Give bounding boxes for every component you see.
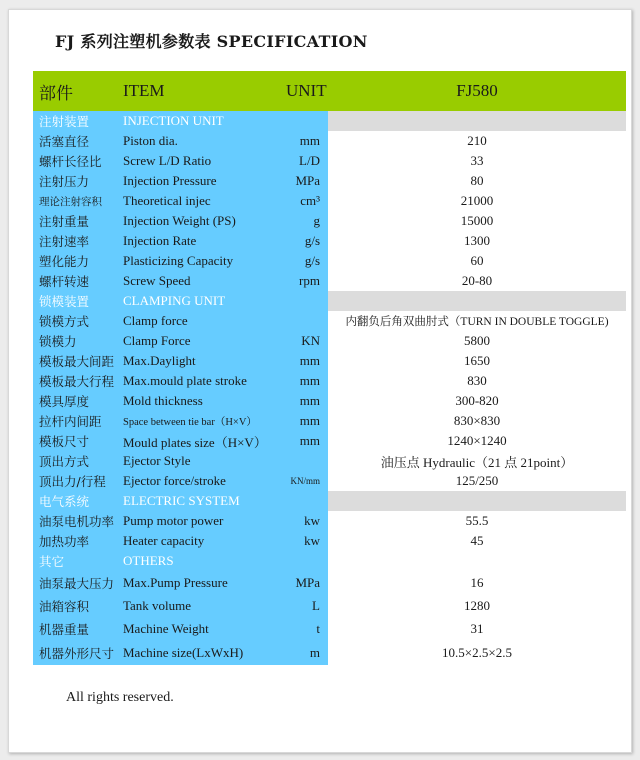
param-value: 1240×1240 [447, 433, 507, 448]
footer-note: All rights reserved. [66, 690, 174, 705]
param-name-en: Injection Rate [117, 231, 280, 251]
param-value: 80 [470, 173, 484, 188]
table-row [33, 431, 626, 451]
param-name-cn: 注射压力 [33, 171, 117, 191]
section-value-cell [328, 111, 626, 131]
param-unit: rpm [280, 271, 328, 291]
table-row [33, 211, 626, 231]
table-row [33, 391, 626, 411]
table-row [33, 231, 626, 251]
param-value: 21000 [460, 193, 494, 208]
param-value: 210 [467, 133, 487, 148]
param-name-en: Clamp Force [117, 331, 280, 351]
param-value: 内翻负后角双曲肘式（TURN IN DOUBLE TOGGLE) [345, 316, 609, 328]
param-unit: kw [280, 531, 328, 551]
param-unit: KN/mm [280, 471, 328, 491]
spec-card [8, 9, 632, 753]
param-unit: L [280, 594, 328, 617]
section-label-cn: 其它 [33, 551, 117, 571]
section-row [33, 291, 626, 311]
param-value: 300-820 [455, 393, 499, 408]
section-label-cn: 注射装置 [33, 111, 117, 131]
param-name-cn: 塑化能力 [33, 251, 117, 271]
table-row [33, 531, 626, 551]
table-row [33, 131, 626, 151]
param-unit: m [280, 640, 328, 665]
param-value: 16 [470, 574, 484, 590]
param-unit: mm [280, 131, 328, 151]
param-unit: cm³ [280, 191, 328, 211]
param-value: 油压点 Hydraulic（21 点 21point） [380, 454, 574, 470]
section-unit-cell [280, 491, 328, 511]
param-name-en: Theoretical injec [117, 191, 280, 211]
param-value: 55.5 [465, 513, 489, 528]
section-value-cell [328, 551, 626, 571]
param-unit: t [280, 617, 328, 640]
param-value: 33 [470, 153, 484, 168]
param-unit: KN [280, 331, 328, 351]
param-name-en: Pump motor power [117, 511, 280, 531]
table-header-row [33, 71, 626, 111]
section-label-cn: 锁模装置 [33, 291, 117, 311]
header-item: ITEM [117, 71, 280, 111]
param-name-en: Screw Speed [117, 271, 280, 291]
param-name-en: Injection Pressure [117, 171, 280, 191]
param-name-cn: 模具厚度 [33, 391, 117, 411]
param-value: 31 [470, 620, 484, 636]
header-unit: UNIT [280, 71, 328, 111]
param-unit: g/s [280, 231, 328, 251]
param-unit: mm [280, 371, 328, 391]
section-unit-cell [280, 111, 328, 131]
table-row [33, 151, 626, 171]
param-name-en: Clamp force [117, 311, 280, 331]
param-unit: kw [280, 511, 328, 531]
param-value: 1280 [464, 597, 490, 613]
param-name-cn: 模板尺寸 [33, 431, 117, 451]
param-value: 45 [470, 533, 484, 548]
table-row [33, 571, 626, 594]
param-name-cn: 模板最大间距 [33, 351, 117, 371]
param-unit [280, 451, 328, 471]
param-value: 830×830 [453, 413, 501, 428]
param-unit: MPa [280, 171, 328, 191]
param-name-en: Mold thickness [117, 391, 280, 411]
param-name-en: Space between tie bar（H×V） [117, 411, 280, 431]
param-name-en: Mould plates size（H×V） [117, 431, 280, 451]
param-name-cn: 活塞直径 [33, 131, 117, 151]
param-name-cn: 锁模方式 [33, 311, 117, 331]
section-label-cn: 电气系统 [33, 491, 117, 511]
param-name-cn: 拉杆内间距 [33, 411, 117, 431]
param-name-en: Plasticizing Capacity [117, 251, 280, 271]
param-value: 1300 [464, 233, 490, 248]
param-unit: L/D [280, 151, 328, 171]
table-row [33, 171, 626, 191]
table-row [33, 251, 626, 271]
param-name-cn: 螺杆转速 [33, 271, 117, 291]
param-name-cn: 油泵电机功率 [33, 511, 117, 531]
param-value: 10.5×2.5×2.5 [442, 644, 512, 660]
table-row [33, 331, 626, 351]
param-value: 830 [467, 373, 487, 388]
section-label-en: OTHERS [117, 551, 280, 571]
param-value: 20-80 [461, 273, 493, 288]
param-name-cn: 顶出力/行程 [33, 471, 117, 491]
param-unit [280, 311, 328, 331]
param-name-cn: 油泵最大压力 [33, 571, 117, 594]
table-row [33, 351, 626, 371]
table-row [33, 271, 626, 291]
spec-table [33, 71, 626, 665]
param-name-cn: 顶出方式 [33, 451, 117, 471]
section-label-en: CLAMPING UNIT [117, 291, 280, 311]
param-name-en: Tank volume [117, 594, 280, 617]
section-unit-cell [280, 551, 328, 571]
param-unit: mm [280, 431, 328, 451]
section-row [33, 111, 626, 131]
param-name-en: Injection Weight (PS) [117, 211, 280, 231]
section-label-en: INJECTION UNIT [117, 111, 280, 131]
param-unit: g [280, 211, 328, 231]
param-value: 15000 [460, 213, 494, 228]
param-name-cn: 螺杆长径比 [33, 151, 117, 171]
param-name-en: Max.Pump Pressure [117, 571, 280, 594]
param-unit: g/s [280, 251, 328, 271]
param-name-cn: 理论注射容积 [33, 191, 117, 211]
param-unit: mm [280, 351, 328, 371]
table-row [33, 471, 626, 491]
param-name-cn: 机器外形尺寸 [33, 640, 117, 665]
table-row [33, 451, 626, 471]
table-row [33, 640, 626, 665]
param-unit: mm [280, 411, 328, 431]
param-value: 1650 [464, 353, 490, 368]
param-value: 5800 [464, 333, 490, 348]
table-row [33, 511, 626, 531]
table-row [33, 311, 626, 331]
param-name-cn: 注射重量 [33, 211, 117, 231]
param-unit: mm [280, 391, 328, 411]
table-row [33, 191, 626, 211]
page-title: FJ 系列注塑机参数表 SPECIFICATION [55, 32, 368, 51]
param-unit: MPa [280, 571, 328, 594]
param-name-en: Screw L/D Ratio [117, 151, 280, 171]
table-row [33, 411, 626, 431]
table-row [33, 371, 626, 391]
section-label-en: ELECTRIC SYSTEM [117, 491, 280, 511]
param-name-en: Max.mould plate stroke [117, 371, 280, 391]
header-cn: 部件 [33, 71, 117, 111]
table-row [33, 594, 626, 617]
param-name-en: Ejector force/stroke [117, 471, 280, 491]
section-row [33, 551, 626, 571]
param-name-cn: 油箱容积 [33, 594, 117, 617]
param-name-en: Heater capacity [117, 531, 280, 551]
param-name-cn: 注射速率 [33, 231, 117, 251]
param-name-en: Ejector Style [117, 451, 280, 471]
param-value: 125/250 [455, 473, 499, 488]
param-name-en: Machine Weight [117, 617, 280, 640]
section-unit-cell [280, 291, 328, 311]
section-value-cell [328, 491, 626, 511]
param-name-cn: 模板最大行程 [33, 371, 117, 391]
section-value-cell [328, 291, 626, 311]
section-row [33, 491, 626, 511]
param-name-cn: 锁模力 [33, 331, 117, 351]
param-name-en: Max.Daylight [117, 351, 280, 371]
table-row [33, 617, 626, 640]
param-name-en: Machine size(LxWxH) [117, 640, 280, 665]
header-model: FJ580 [328, 71, 626, 111]
param-name-cn: 加热功率 [33, 531, 117, 551]
param-name-en: Piston dia. [117, 131, 280, 151]
param-value: 60 [470, 253, 484, 268]
param-name-cn: 机器重量 [33, 617, 117, 640]
